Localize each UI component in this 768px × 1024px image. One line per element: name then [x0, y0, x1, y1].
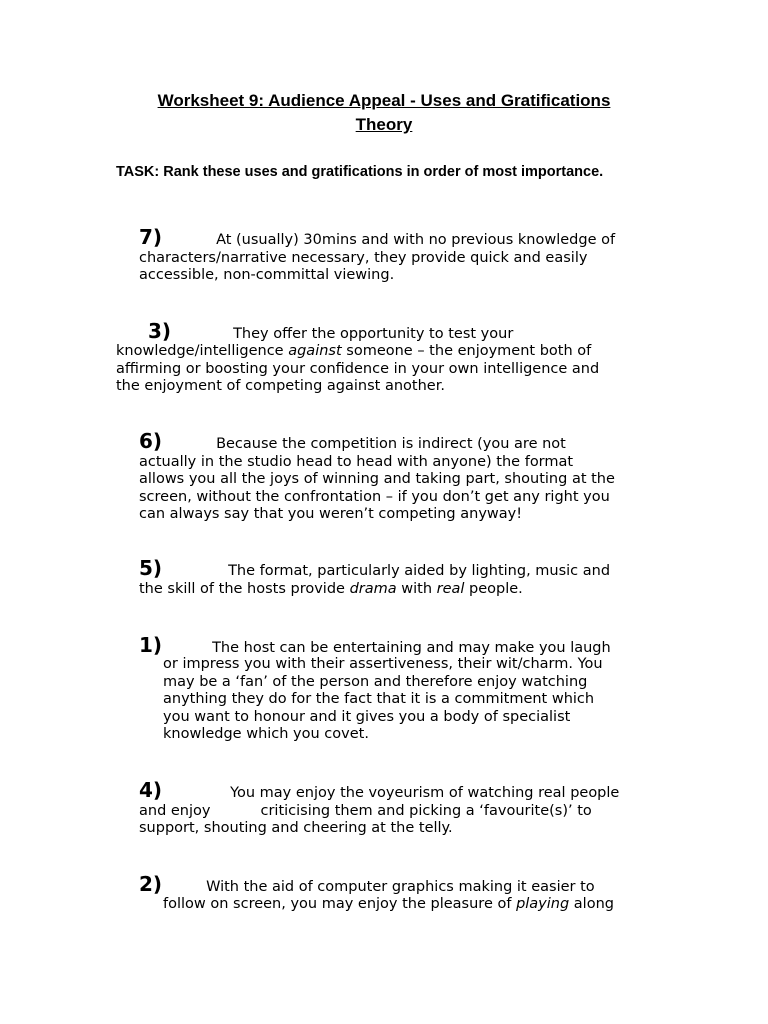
worksheet-title-line-2: Theory: [355, 115, 413, 134]
list-item: [139, 431, 615, 524]
item-text-italic: against: [288, 343, 342, 359]
list-item: [139, 874, 595, 897]
rank-number: 4): [139, 778, 163, 802]
item-text: At (usually) 30mins and with no previous knowledge of: [216, 232, 616, 248]
task-instruction: TASK: Rank these uses and gratifications in order of most importance.: [116, 164, 604, 180]
item-text-italic: drama: [349, 580, 397, 597]
item-text: or impress you with their assertiveness, their wit/charm. You: [163, 656, 603, 672]
worksheet-title-line-1: Worksheet 9: Audience Appeal - Uses and Gratifications: [157, 91, 611, 110]
item-text: people.: [464, 580, 523, 597]
item-text: knowledge which you covet.: [163, 726, 369, 742]
item-text: screen, without the confrontation – if you don’t get any right you: [139, 488, 610, 505]
item-text-italic: real: [436, 580, 465, 597]
item-text: They offer the opportunity to test your: [233, 326, 514, 342]
list-item: [139, 227, 615, 285]
item-text: the skill of the hosts provide: [139, 580, 350, 597]
list-item: [116, 343, 599, 396]
list-item: [163, 896, 614, 914]
item-text: anything they do for the fact that it is a commitment which: [163, 691, 595, 707]
item-text: along: [569, 896, 614, 912]
item-text: criticising them and picking a ‘favourite(s)’ to: [260, 802, 592, 819]
item-text: knowledge/intelligence: [116, 343, 289, 359]
item-text: The format, particularly aided by lighting, music and: [228, 563, 611, 579]
item-text: you want to honour and it gives you a body of specialist: [163, 708, 571, 725]
rank-number: 5): [139, 556, 163, 580]
rank-number: 1): [139, 633, 163, 657]
item-text: someone – the enjoyment both of: [341, 343, 592, 359]
item-text: actually in the studio head to head with anyone) the format: [139, 453, 574, 470]
item-text: support, shouting and cheering at the telly.: [139, 820, 453, 836]
rank-number: 7): [139, 225, 163, 249]
rank-number: 2): [139, 872, 163, 896]
item-text: the enjoyment of competing against another.: [116, 378, 445, 394]
item-text: With the aid of computer graphics making it easier to: [206, 879, 595, 895]
item-text: with: [396, 580, 437, 597]
item-text: allows you all the joys of winning and taking part, shouting at the: [139, 471, 615, 487]
list-item: [139, 558, 610, 598]
item-text: follow on screen, you may enjoy the pleasure of: [163, 896, 517, 912]
item-text: The host can be entertaining and may make you laugh: [212, 640, 611, 656]
list-item: [139, 635, 611, 658]
item-text: accessible, non-committal viewing.: [139, 267, 395, 283]
item-text: Because the competition is indirect (you are not: [216, 436, 566, 452]
item-text: and enjoy: [139, 802, 211, 819]
rank-number: 3): [148, 319, 172, 343]
item-text: may be a ‘fan’ of the person and therefore enjoy watching: [163, 673, 588, 690]
item-text: affirming or boosting your confidence in your own intelligence and: [116, 360, 600, 377]
item-text: You may enjoy the voyeurism of watching real people: [230, 785, 620, 801]
list-item: [139, 780, 619, 838]
item-text: can always say that you weren’t competing anyway!: [139, 506, 523, 522]
list-item: [148, 321, 513, 344]
rank-number: 6): [139, 429, 163, 453]
item-text: characters/narrative necessary, they provide quick and easily: [139, 249, 588, 266]
item-text-italic: playing: [516, 896, 570, 912]
list-item: [163, 656, 603, 744]
